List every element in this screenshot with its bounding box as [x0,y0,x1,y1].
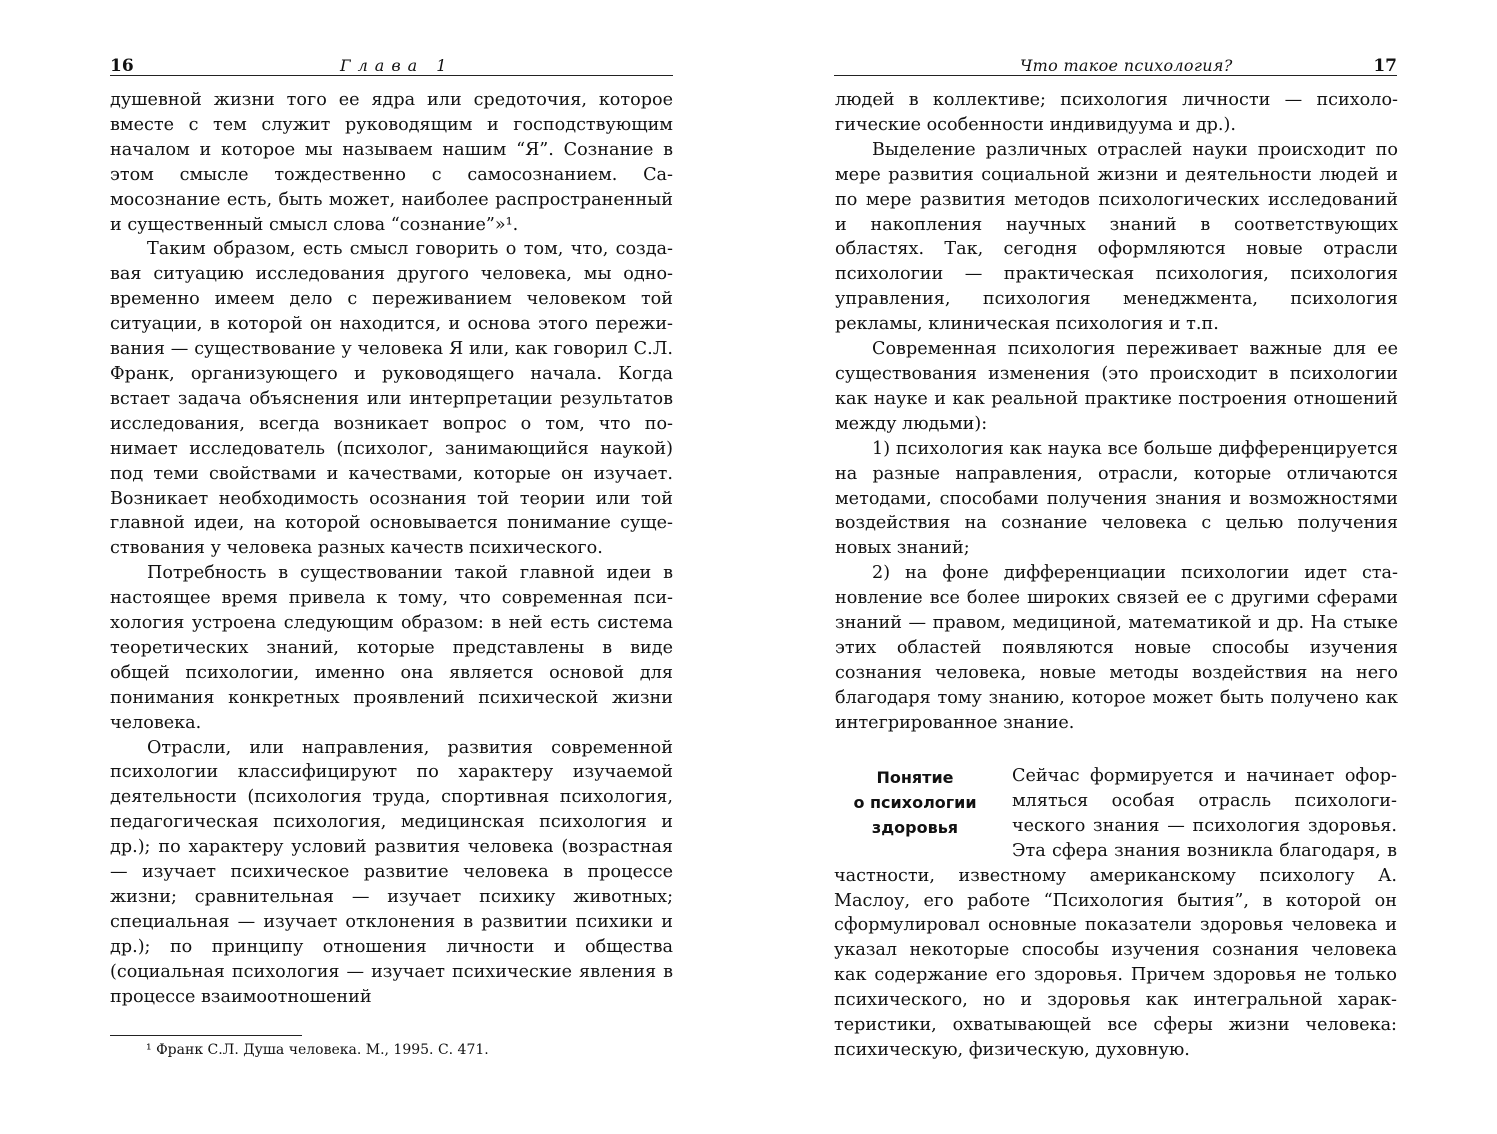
right-paragraph-5: 2) на фоне дифференциации психологии идет становление все более широких связей ее с другими сферами знаний — правом, медициной, математикой и др. На стыке этих областей появляются новые способы изучения сознания человека, новые методы воздействия на него благодаря тому знанию, которое может быть получено как интегрированное знание. [835,563,1398,733]
left-paragraph-1: душевной жизни того ее ядра или средоточия, которое вместе с тем служит руководящим и господствующим началом и которое мы называем нашим “Я”. Сознание в этом смысле тождественно с самосознанием. Самосознание есть, быть может, наиболее распространенный и существенный смысл слова “сознание”»¹. [110,90,673,235]
left-body-text [110,88,673,1010]
right-running-head [834,54,1397,80]
left-page-number: 16 [110,56,134,76]
right-header-rule [834,75,1397,76]
left-paragraph-4: Отрасли, или направления, развития современной психологии классифицируют по характеру изучаемой деятельности (психология труда, спортивная психология, педагогическая психология, медицинская психология и др.); по характеру условий развития человека (возрастная — изучает психическое развитие человека в процессе жизни; сравнительная — изучает психику животных; специальная — изучает отклонения в развитии психики и др.); по принципу отношения личности и общества (социальная психология — изучает психические явления в процессе взаимоотношений [110,737,673,1007]
left-paragraph-3: Потребность в существовании такой главной идеи в настоящее время привела к тому, что современная психология устроена следующим образом: в ней есть система теоретических знаний, которые представлены в виде общей психологии, именно она является основой для понимания конкретных проявлений психической жизни человека. [110,563,673,733]
health-psychology-section [834,764,1397,1063]
side-heading-line-1: Понятие [876,768,954,787]
footnote: ¹ Франк С.Л. Душа человека. М., 1995. С. 471. [146,1042,489,1058]
section-side-heading [834,765,996,841]
right-page-number: 17 [1373,56,1397,76]
right-paragraph-4: 1) психология как наука все больше дифференцируется на разные направления, отрасли, которые отличаются методами, способами получения знания и возможностями воздействия на сознание человека с целью получения новых знаний; [835,438,1398,559]
section-paragraph: Сейчас формируется и начинает оформляться особая отрасль психологического знания — психология здоровья. Эта сфера знания возникла благодаря, в частности, известному американскому психологу А. Маслоу, его работе “Психология бытия”, в которой он сформулировал основные показатели здоровья человека и указал некоторые способы изучения сознания человека как содержание его здоровья. Причем здоровья не только психического, но и здоровья как интегральной характеристики, охватывающей все сферы жизни человека: психическую, физическую, духовную. [834,766,1397,1060]
left-paragraph-2: Таким образом, есть смысл говорить о том, что, создавая ситуацию исследования другого человека, мы одновременно имеем дело с переживанием человеком той ситуации, в которой он находится, и основа этого переживания — существование у человека Я или, как говорил С.Л. Франк, организующего и руководящего начала. Когда встает задача объяснения или интерпретации результатов исследования, всегда возникает вопрос о том, что понимает исследователь (психолог, занимающийся наукой) под теми свойствами и качествами, которые он изучает. Возникает необходимость осознания той теории или той главной идеи, на которой основывается понимание существования у человека разных качеств психического. [110,239,673,559]
right-paragraph-2: Выделение различных отраслей науки происходит по мере развития социальной жизни и деятельности людей и по мере развития методов психологических исследований и накопления научных знаний в соответствующих областях. Так, сегодня оформляются новые отрасли психологии — практическая психология, психология управления, психология менеджмента, психология рекламы, клиническая психология и т.п. [835,139,1398,335]
side-heading-line-3: здоровья [871,818,959,838]
right-paragraph-1: людей в коллективе; психология личности — психологические особенности индивидуума и др.). [835,90,1398,135]
footnote-rule [110,1035,302,1036]
right-running-head-title: Что такое психология? [1020,56,1233,75]
left-running-head [110,54,673,80]
left-running-head-title: Глава 1 [340,56,454,75]
left-header-rule [110,75,673,76]
right-body-text [835,88,1398,736]
right-paragraph-3: Современная психология переживает важные для ее существования изменения (это происходит в психологии как науке и как реальной практике построения отношений между людьми): [835,339,1398,434]
side-heading-line-2: о психологии [853,793,977,813]
